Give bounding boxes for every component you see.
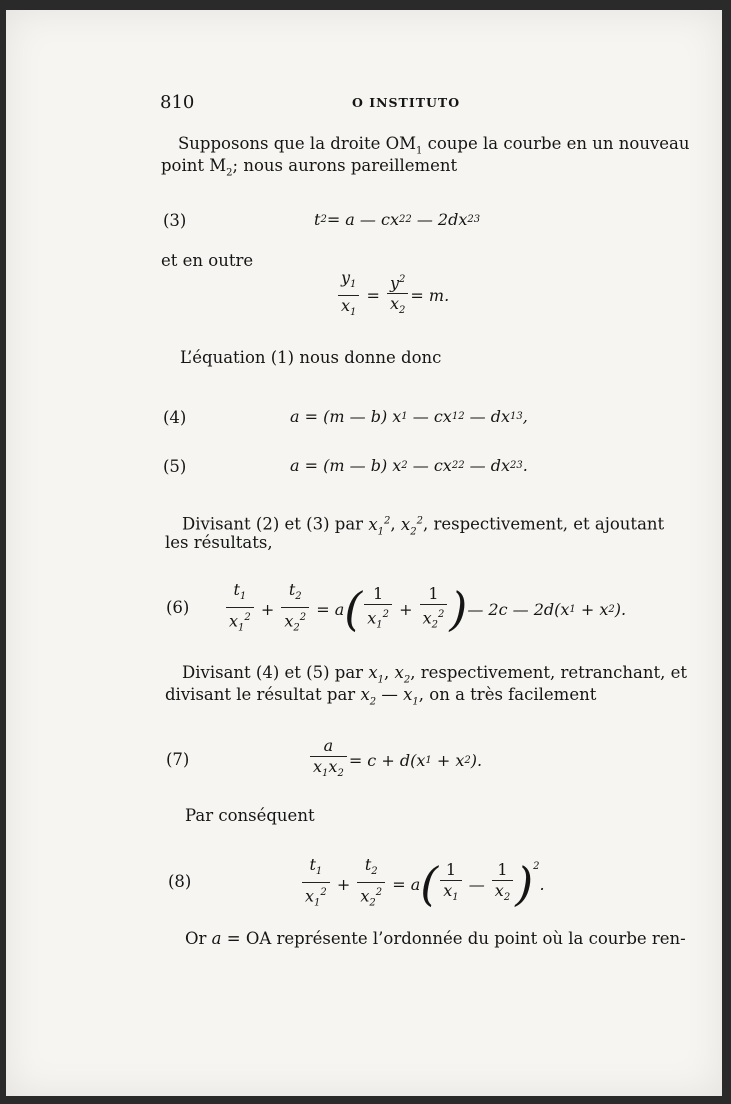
equation-5: a = (m — b) x 2 — cx 2 2 — dx 2 3 . xyxy=(290,456,528,475)
fraction-1-x1: $\frac{1}{x_1}$ xyxy=(440,860,461,908)
running-title: O INSTITUTO xyxy=(352,95,461,110)
equation-8: $\frac{t_1}{x_1^2}$ + $\frac{t_2}{x_2^2}$ = a ( $\frac{1}{x_1}$ — $\frac{1}{x_2}$ ) $^2$ . xyxy=(300,855,545,914)
paragraph-2: et en outre xyxy=(161,251,254,270)
paragraph-5-line-2: divisant le résultat par $x_2$ — $x_1$, on a très facilement xyxy=(165,685,597,708)
paragraph-4-line-2: les résultats, xyxy=(165,533,273,552)
paragraph-5-line-1: Divisant (4) et (5) par $x_1$, $x_2$, respectivement, retranchant, et xyxy=(182,663,688,686)
paragraph-7: Or a = OA représente l’ordonnée du point où la courbe ren- xyxy=(185,929,686,948)
fraction-t1-x1sq: $\frac{t_1}{x_1^2}$ xyxy=(226,580,254,639)
fraction-t2-x2sq-b: $\frac{t_2}{x_2^2}$ xyxy=(357,855,385,914)
fraction-t2-x2sq: $\frac{t_2}{x_2^2}$ xyxy=(281,580,309,639)
equation-7: $\frac{a}{x_1x_2}$ = c + d(x 1 + x 2 ). xyxy=(308,736,482,784)
equation-6: $\frac{t_1}{x_1^2}$ + $\frac{t_2}{x_2^2}$ = a ( $\frac{1}{x_1^2}$ + $\frac{1}{x_2^2}$ ) — 2c — 2d(x 1 + x 2 ). xyxy=(224,580,626,639)
equation-5-label: (5) xyxy=(163,457,187,476)
equation-ratio: $\frac{y_1}{x_1}$ = $\frac{y^2}{x_2}$ = m. xyxy=(336,268,449,323)
equation-3: t 2 = a — cx 2 2 — 2dx 2 3 xyxy=(314,210,481,229)
equation-3-label: (3) xyxy=(163,211,187,230)
equation-4-label: (4) xyxy=(163,408,187,427)
paragraph-1-line-2: point $M_2$; nous aurons pareillement xyxy=(161,156,458,179)
fraction-y1-x1: $\frac{y_1}{x_1}$ xyxy=(338,268,359,323)
equation-4: a = (m — b) x 1 — cx 1 2 — dx 1 3 , xyxy=(290,407,528,426)
equation-6-label: (6) xyxy=(166,598,190,617)
book-page xyxy=(6,10,722,1096)
fraction-1-x2: $\frac{1}{x_2}$ xyxy=(492,860,513,908)
fraction-1-x1sq: $\frac{1}{x_1^2}$ xyxy=(364,584,392,636)
paragraph-4-line-1: Divisant (2) et (3) par $x_1^2$, $x_2^2$, respectivement, et ajoutant xyxy=(182,514,665,537)
fraction-t1-x1sq-b: $\frac{t_1}{x_1^2}$ xyxy=(302,855,330,914)
page-number: 810 xyxy=(160,92,195,113)
fraction-1-x2sq: $\frac{1}{x_2^2}$ xyxy=(420,584,448,636)
paragraph-6: Par conséquent xyxy=(185,806,315,825)
fraction-a-x1x2: $\frac{a}{x_1x_2}$ xyxy=(310,736,347,784)
fraction-y2-x2: $\frac{y^2}{x_2}$ xyxy=(387,270,408,322)
equation-7-label: (7) xyxy=(166,750,190,769)
equation-8-label: (8) xyxy=(168,872,192,891)
paragraph-1-line-1: Supposons que la droite $OM_1$ coupe la courbe en un nouveau xyxy=(178,134,690,157)
paragraph-3: L’équation (1) nous donne donc xyxy=(180,348,442,367)
